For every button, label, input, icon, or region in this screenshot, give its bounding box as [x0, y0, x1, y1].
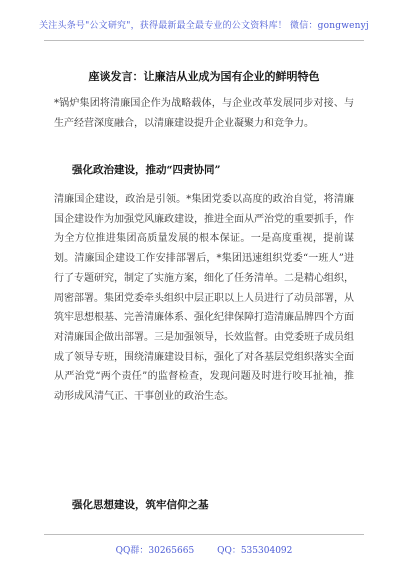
intro-paragraph: *锅炉集团将清廉国企作为战略载体，与企业改革发展同步对接、与生产经营深度融合，以清廉建设提升企业凝聚力和竞争力。	[54, 98, 354, 129]
footer-contact	[0, 543, 408, 556]
footer-divider	[44, 534, 364, 535]
header-divider	[44, 40, 364, 41]
article-title: 座谈发言：让廉洁从业成为国有企业的鲜明特色	[88, 70, 320, 83]
header-banner: 关注头条号"公文研究"，获得最新最全最专业的公文资料库！ 微信：gongwenyj	[39, 21, 369, 31]
section-heading-political: 强化政治建设，推动“四责协同”	[72, 164, 221, 176]
qq-number: QQ：535304092	[217, 546, 293, 556]
qq-group-number: QQ群：30265665	[115, 546, 195, 556]
section-paragraph-political: 清廉国企建设，政治是引领。*集团党委以高度的政治自觉，将清廉国企建设作为加强党风廉政建设，推进全面从严治党的重要抓手，作为全方位推进集团高质量发展的根本保证。一是高度重视，提前谋划。清廉国企建设工作安排部署后，*集团迅速组织党委“一班人”进行了专题研究，制定了实施方案，细化了任务清单。二是精心组织，周密部署。集团党委牵头组织中层正职以上人员进行了动员部署，从筑牢思想根基、完善清廉体系、强化纪律保障打造清廉品牌四个方面对清廉国企做出部署。三是加强领导，长效监督。由党委班子成员组成了领导专班，围绕清廉建设目标，强化了对各基层党组织落实全面从严治党“两个责任”的监督检查，发现问题及时进行咬耳扯袖，推动形成风清气正、干事创业的政治生态。	[54, 194, 354, 403]
section-heading-ideological: 强化思想建设，筑牢信仰之基	[72, 499, 209, 511]
